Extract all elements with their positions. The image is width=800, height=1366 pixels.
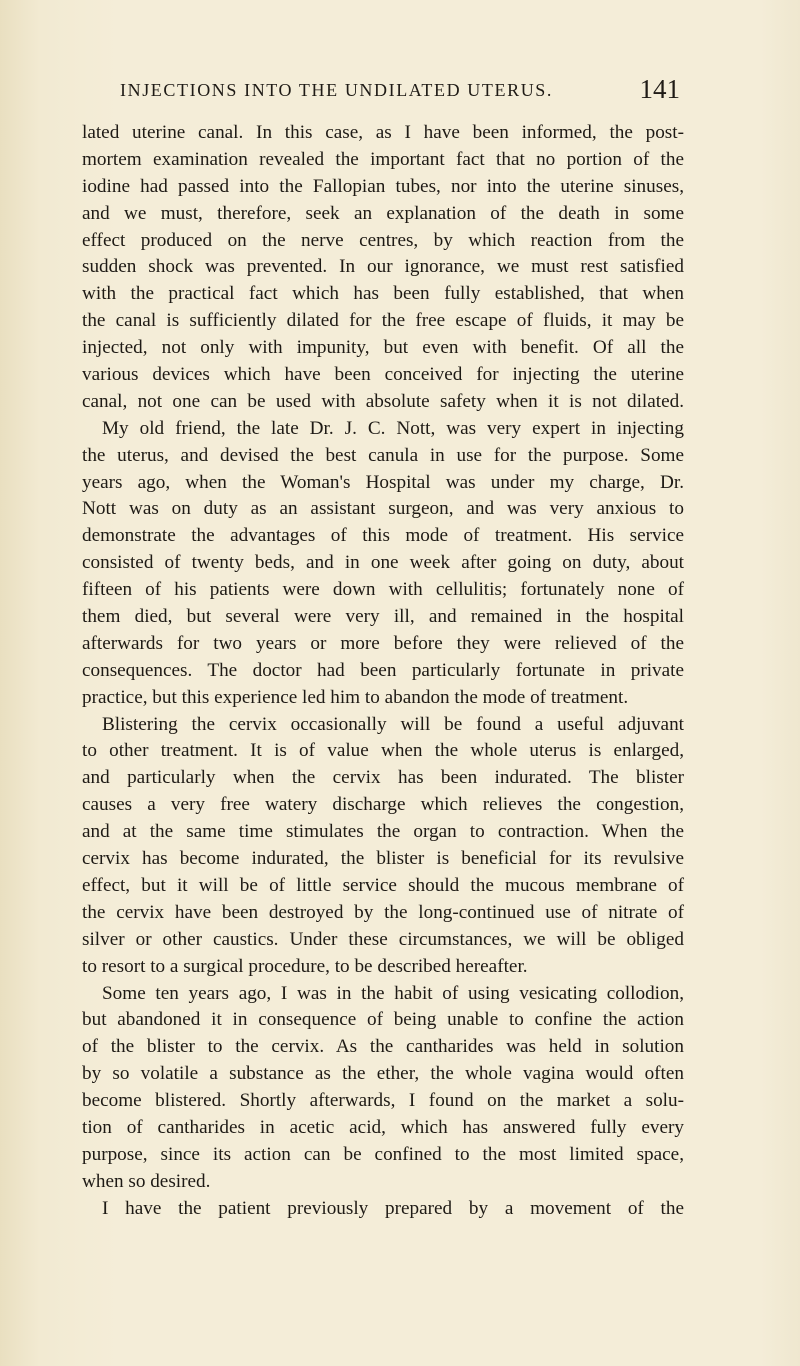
text-line: and we must, therefore, seek an explanation of the death in some bbox=[82, 202, 684, 224]
text-line: consisted of twenty beds, and in one week after going on duty, about bbox=[82, 552, 684, 574]
running-head bbox=[120, 74, 680, 114]
text-line: the canal is sufficiently dilated for the free escape of fluids, it may be bbox=[82, 310, 684, 332]
text-line: with the practical fact which has been fully established, that when bbox=[82, 283, 684, 305]
text-line: injected, not only with impunity, but even with benefit. Of all the bbox=[82, 337, 684, 359]
text-line: consequences. The doctor had been particularly fortunate in private bbox=[82, 659, 684, 681]
text-line: of the blister to the cervix. As the cantharides was held in solution bbox=[82, 1036, 684, 1058]
text-line: purpose, since its action can be confined to the most limited space, bbox=[82, 1143, 684, 1165]
text-line: and at the same time stimulates the organ to contraction. When the bbox=[82, 821, 684, 843]
text-line: to resort to a surgical procedure, to be described hereafter. bbox=[82, 955, 528, 977]
text-line: become blistered. Shortly afterwards, I found on the market a solu- bbox=[82, 1090, 684, 1112]
text-line: effect produced on the nerve centres, by which reaction from the bbox=[82, 229, 684, 251]
text-line: Some ten years ago, I was in the habit of using vesicating collodion, bbox=[102, 982, 684, 1004]
running-title: INJECTIONS INTO THE UNDILATED UTERUS. bbox=[120, 80, 554, 100]
text-line: to other treatment. It is of value when the whole uterus is enlarged, bbox=[82, 740, 684, 762]
text-line: demonstrate the advantages of this mode of treatment. His service bbox=[82, 525, 684, 547]
text-line: when so desired. bbox=[82, 1170, 211, 1192]
text-line: Blistering the cervix occasionally will be found a useful adjuvant bbox=[102, 713, 684, 735]
text-line: them died, but several were very ill, and remained in the hospital bbox=[82, 606, 684, 628]
text-line: I have the patient previously prepared by a movement of the bbox=[102, 1197, 684, 1219]
text-line: canal, not one can be used with absolute safety when it is not dilated. bbox=[82, 390, 684, 412]
body-text bbox=[82, 120, 684, 1223]
text-line: iodine had passed into the Fallopian tubes, nor into the uterine sinuses, bbox=[82, 175, 684, 197]
text-line: fifteen of his patients were down with cellulitis; fortunately none of bbox=[82, 579, 684, 601]
text-line: silver or other caustics. Under these circumstances, we will be obliged bbox=[82, 928, 684, 950]
text-line: the uterus, and devised the best canula in use for the purpose. Some bbox=[82, 444, 684, 466]
text-line: but abandoned it in consequence of being unable to confine the action bbox=[82, 1009, 684, 1031]
text-line: afterwards for two years or more before they were relieved of the bbox=[82, 632, 684, 654]
text-line: sudden shock was prevented. In our ignorance, we must rest satisfied bbox=[82, 256, 684, 278]
text-line: Nott was on duty as an assistant surgeon, and was very anxious to bbox=[82, 498, 684, 520]
text-line: practice, but this experience led him to abandon the mode of treatment. bbox=[82, 686, 629, 708]
text-line: My old friend, the late Dr. J. C. Nott, was very expert in injecting bbox=[102, 417, 684, 439]
text-line: tion of cantharides in acetic acid, which has answered fully every bbox=[82, 1116, 684, 1138]
text-line: years ago, when the Woman's Hospital was under my charge, Dr. bbox=[82, 471, 684, 493]
text-line: causes a very free watery discharge which relieves the congestion, bbox=[82, 794, 684, 816]
text-line: the cervix have been destroyed by the long-continued use of nitrate of bbox=[82, 901, 684, 923]
text-line: by so volatile a substance as the ether, the whole vagina would often bbox=[82, 1063, 684, 1085]
text-line: and particularly when the cervix has been indurated. The blister bbox=[82, 767, 684, 789]
text-line: lated uterine canal. In this case, as I have been informed, the post- bbox=[82, 122, 684, 143]
page-number: 141 bbox=[639, 74, 680, 104]
text-line: various devices which have been conceived for injecting the uterine bbox=[82, 364, 684, 386]
text-line: mortem examination revealed the important fact that no portion of the bbox=[82, 148, 684, 170]
text-line: effect, but it will be of little service should the mucous membrane of bbox=[82, 874, 684, 896]
text-line: cervix has become indurated, the blister is beneficial for its revulsive bbox=[82, 848, 684, 870]
